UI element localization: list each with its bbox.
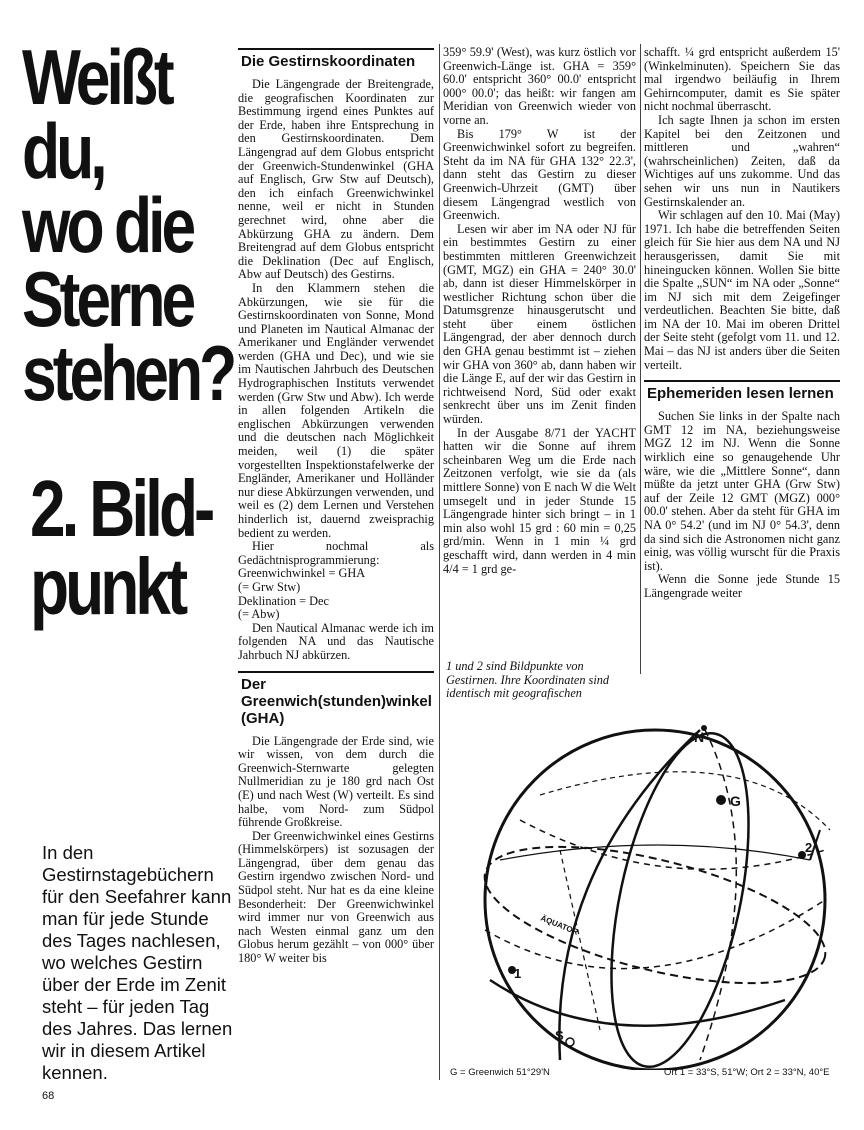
headline bbox=[22, 33, 234, 417]
meridian-arc bbox=[559, 730, 700, 1060]
headline-line: Sterne bbox=[22, 255, 193, 343]
formula-line: Deklination = Dec bbox=[238, 593, 329, 608]
globe-outline bbox=[485, 730, 825, 1070]
column-divider bbox=[640, 44, 641, 674]
headline-line: wo die bbox=[22, 181, 193, 269]
point-g bbox=[716, 795, 726, 805]
globe-label-2: 2 bbox=[805, 840, 813, 855]
paragraph: Den Nautical Almanac werde ich im folgenden NA und das Nautische Jahrbuch NJ abkürzen. bbox=[238, 620, 434, 662]
point-s bbox=[566, 1038, 574, 1046]
paragraph: schafft. ¼ grd entspricht außerdem 15' (Winkelminuten). Speichern Sie das mal irgendwo beiläufig in Ihrem Gehirncomputer, damit es Sie später nicht nochmal überrascht. bbox=[644, 45, 840, 114]
meridian-greenwich bbox=[586, 721, 774, 1070]
article-column-1 bbox=[238, 48, 434, 966]
globe-label-g: G bbox=[730, 793, 741, 809]
paragraph: Der Greenwichwinkel eines Gestirns (Himmelskörpers) ist sozusagen der Längengrad, über dem genau das Gestirn irgendwo zwischen Nord- und Südpol steht. Nur hat es da eine kleine Besonderheit: Der Greenwichwinkel wird immer nur von Greenwich aus nach Westen einmal ganz um den Globus herum gezählt – von 000° über 180° W weiter bis bbox=[238, 828, 434, 966]
article-column-2 bbox=[443, 46, 636, 576]
latitude-arc bbox=[485, 900, 825, 969]
section-heading: Ephemeriden lesen lernen bbox=[644, 380, 840, 404]
section-heading: Die Gestirnskoordinaten bbox=[238, 48, 434, 72]
sub-headline bbox=[30, 464, 212, 631]
paragraph: 359° 59.9' (West), was kurz östlich vor Greenwich-Länge ist. GHA = 359° 60.0' entspricht 360° 00.0' entspricht 000° 00.0'; das heißt: wir fangen am Meridian von Greenwich wieder von vorne an. bbox=[443, 45, 636, 127]
orbit-line bbox=[560, 850, 600, 1030]
globe-diagram bbox=[440, 700, 860, 1070]
figure-caption: 1 und 2 sind Bildpunkte von Gestirnen. Ihre Koordinaten sind identisch mit geografischen bbox=[446, 659, 610, 701]
section-heading: Der Greenwich(stunden)winkel (GHA) bbox=[238, 671, 434, 729]
paragraph: Suchen Sie links in der Spalte nach GMT 12 im NA, beziehungsweise MGZ 12 im NJ. Wenn die Sonne wirklich eine so genaugehende Uhr wäre, wie die „Mittlere Sonne“, dann müßte da jetzt unter GHA (Grw Stw) auf der Zeile 12 GMT (MGZ) 000° 00.0' stehen. Aber da steht für GHA im NA 0° 54.2' (und im NJ 0° 54.3', denn da sind sich die Astronomen nicht ganz einig, was völlig wurscht für die Praxis ist). bbox=[644, 409, 840, 573]
paragraph: Wenn die Sonne jede Stunde 15 Längengrade weiter bbox=[644, 572, 840, 600]
headline-line: du, bbox=[22, 107, 104, 195]
sub-headline-line: 2. Bild- bbox=[30, 464, 212, 553]
globe-legend-right: Ort 1 = 33°S, 51°W; Ort 2 = 33°N, 40°E bbox=[664, 1067, 830, 1078]
globe-label-aquator: ÄQUATOR bbox=[539, 913, 580, 937]
paragraph: In der Ausgabe 8/71 der YACHT hatten wir die Sonne auf ihrem scheinbaren Weg um die Erde nach Zeitzonen verfolgt, wie sie da (als mittlere Sonne) von E nach W die Welt umsegelt und in jeder Stunde 15 Längengrade hinter sich bringt – in 1 min also wohl 15 grd : 60 min = 0,25 grd/min. Wenn in 1 min ¼ grd geschafft wird, dann werden in 4 min 4/4 = 1 grd ge- bbox=[443, 425, 636, 576]
orbit-line bbox=[540, 772, 830, 830]
formula-line: (= Abw) bbox=[238, 607, 280, 622]
globe-legend-left: G = Greenwich 51°29'N bbox=[450, 1067, 550, 1078]
teaser-text: In den Gestirnstagebüchern für den Seefahrer kann man für jede Stunde des Tages nachlesen, wo welches Gestirn über der Erde im Zenit steht – für jeden Tag des Jahres. Das lernen wir in diesem Artikel kennen. bbox=[42, 842, 233, 1083]
globe-label-s: S bbox=[555, 1028, 564, 1043]
formula-line: (= Grw Stw) bbox=[238, 579, 301, 594]
paragraph: Die Längengrade der Erde sind, wie wir wissen, von dem durch die Greenwich-Sternwarte gelegten Nullmeridian zu je 180 grd nach Ost (E) und nach West (W) verteilt. Es sind halbe, vom Nord- zum Südpol führende Großkreise. bbox=[238, 733, 434, 830]
equator-line bbox=[472, 819, 838, 1010]
sub-headline-line: punkt bbox=[30, 542, 185, 631]
paragraph: Wir schlagen auf den 10. Mai (May) 1971. Ich habe die betreffenden Seiten gleich für Sie hier aus dem NA und NJ herausgerissen, damit Sie mit hineingucken können. Wollen Sie bitte die Spalte „SUN“ im NA oder „Sonne“ im NJ sich mit dem Zeigefinger verdeutlichen. Beachten Sie bitte, daß im NA der 10. Mai im oberen Drittel der Seite steht (gefolgt vom 11. und 12. Mai – das NJ ist anders über die Seiten verteilt. bbox=[644, 208, 840, 372]
headline-line: Weißt bbox=[22, 33, 171, 121]
page-number: 68 bbox=[42, 1090, 55, 1102]
globe-label-n: N bbox=[694, 729, 705, 745]
article-column-3 bbox=[644, 46, 840, 601]
paragraph: Lesen wir aber im NA oder NJ für ein bestimmtes Gestirn zu einer bestimmten mittleren Greenwichzeit (GMT, MGZ) ein GHA = 240° 30.0' ab, dann ist dieser Himmelskörper in westlicher Richtung schon über die Datumsgrenze hinausgerutscht und steht über einem östlichen Längengrad, der aber dennoch durch den GHA genau bestimmt ist – ziehen wir GHA von 360° ab, dann haben wir die Länge E, auf der wir das Gestirn in richtweisend Nord, Süd oder exakt senkrecht über uns im Zenit finden würden. bbox=[443, 221, 636, 427]
paragraph: In den Klammern stehen die Abkürzungen, wie sie für die Gestirnskoordinaten von Sonne, Mond und Planeten im Nautical Almanac der Amerikaner und Engländer verwendet werden (GHA und Dec), und wie sie im Nautischen Jahrbuch des Deutschen Hydrographischen Instituts verwendet werden (Grw Stw und Abw). Ich werde in allen folgenden Artikeln die englischen Abkürzungen verwenden und die deutschen nach Möglichkeit meiden, weil (1) die später vorgestellten Inspektionstafelwerke der Engländer, Amerikaner und Holländer nur diese Abkürzungen verwenden, und weil es (2) dem Lernen und Verstehen hinderlich ist, dauernd zweisprachig bedient zu werden. bbox=[238, 280, 434, 540]
paragraph: Hier nochmal als Gedächtnisprogrammierung: bbox=[238, 539, 434, 567]
paragraph: Die Längengrade der Breitengrade, die geografischen Koordinaten zur Bestimmung irgend eines Punktes auf der Erde, haben ihre Entsprechung in den Gestirnskoordinaten. Dem Längengrad auf dem Globus entspricht der Greenwich-Stundenwinkel (GHA auf Englisch, Grw Stw auf Deutsch), den ich einfach Greenwichwinkel nenne, weil er nicht in Stunden gerechnet wird, ohne aber die Abkürzung GHA zu ändern. Dem Breitengrad auf dem Globus entspricht die Deklination (Dec auf Englisch, Abw auf Deutsch) des Gestirns. bbox=[238, 77, 434, 282]
paragraph: Ich sagte Ihnen ja schon im ersten Kapitel bei den Zeitzonen und mittleren und „wahren“ (wahrscheinlichen) Zeiten, daß da Wichtiges auf uns zukomme. Und das sehen wir uns nun in Nautikers Gestirnskalender an. bbox=[644, 112, 840, 209]
globe-label-1: 1 bbox=[514, 966, 522, 981]
paragraph: Bis 179° W ist der Greenwichwinkel sofort zu begreifen. Steht da im NA für GHA 132° 22.3', dann steht das Gestirn zu dieser Greenwich-Uhrzeit (GMT) über diesem Längengrad westlich von Greenwich. bbox=[443, 126, 636, 223]
headline-line: stehen? bbox=[22, 329, 234, 417]
formula-line: Greenwichwinkel = GHA bbox=[238, 566, 366, 581]
